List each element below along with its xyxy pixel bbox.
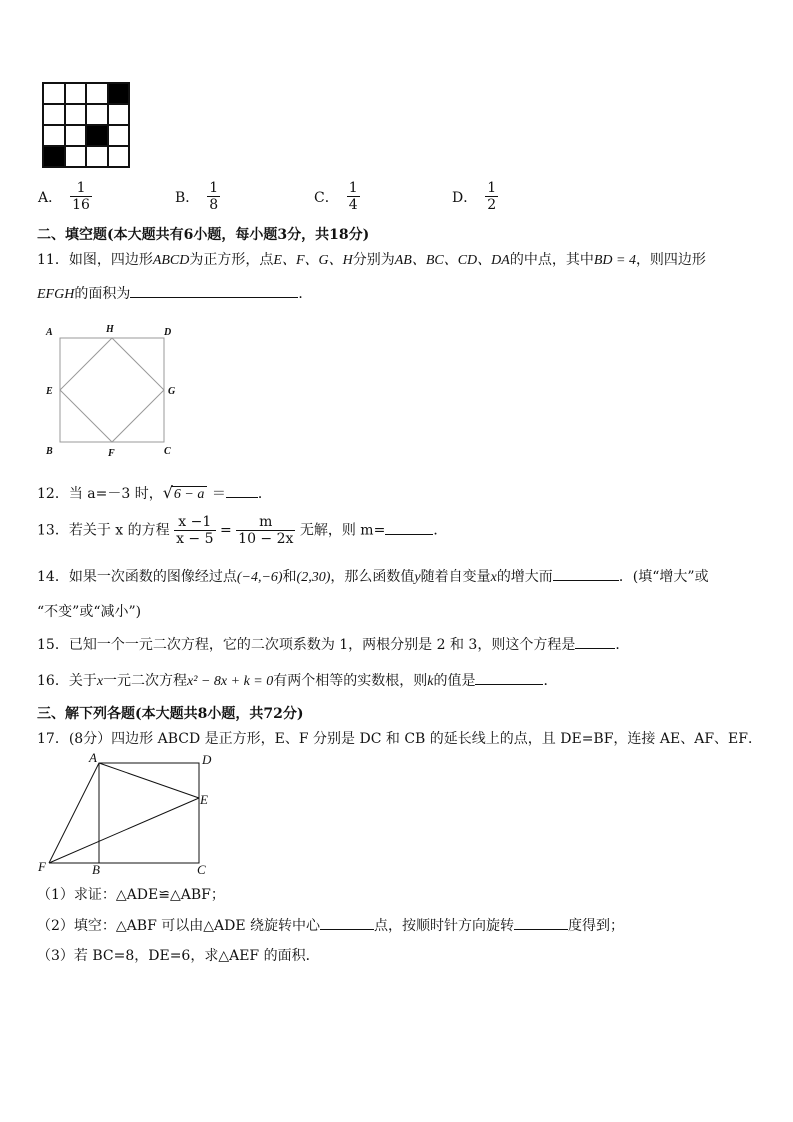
grid-cell (65, 104, 87, 125)
q15: 15．已知一个一元二次方程，它的二次项系数为 1，两根分别是 2 和 3，则这个方程是 ． (37, 634, 629, 654)
grid-cell (43, 83, 65, 104)
q17-part2: （2）填空：△ABF 可以由△ADE 绕旋转中心 点，按顺时针方向旋转 度得到； (37, 915, 624, 935)
q14-line2: “不变”或“减小”) (37, 604, 142, 620)
fig17-label-f: F (38, 859, 46, 874)
fig17-label-a: A (89, 750, 97, 765)
q17-blank-center (320, 915, 374, 930)
grid-cell (43, 125, 65, 146)
q17-part3: （3）若 BC=8，DE=6，求△AEF 的面积． (37, 948, 320, 964)
fig17-label-d: D (202, 752, 212, 767)
fig17-label-b: B (92, 862, 100, 877)
grid-cell (86, 146, 108, 167)
grid-cell (108, 83, 130, 104)
q17-figure (35, 750, 235, 878)
grid-cell (108, 146, 130, 167)
fig11-label-a: A (46, 327, 53, 338)
section3-title: 三、解下列各题(本大题共8小题，共72分) (37, 706, 304, 722)
grid-cell (86, 125, 108, 146)
grid-cell (43, 146, 65, 167)
q11-line2: EFGH的面积为 ． (37, 283, 312, 303)
fig11-label-g: G (168, 386, 176, 397)
option-b: B． $\frac{1}{8}$ (175, 180, 219, 213)
grid-cell (65, 83, 87, 104)
grid-cell (108, 125, 130, 146)
grid-cell (65, 125, 87, 146)
fig11-label-f: F (108, 448, 115, 459)
option-d: D． $\frac{1}{2}$ (452, 180, 497, 213)
fig17-label-e: E (200, 792, 208, 807)
q15-blank (575, 634, 615, 649)
q13: 13．若关于 x 的方程 $\frac{x -1}{x - 5}$ = $\frac{m}{10 - 2x}$ 无解，则 m= ． (37, 514, 448, 547)
grid-cell (108, 104, 130, 125)
grid-cell (86, 104, 108, 125)
fig11-label-h: H (106, 324, 114, 335)
grid-cell (43, 104, 65, 125)
grid-cell (86, 83, 108, 104)
fig11-label-e: E (46, 386, 53, 397)
grid-figure (42, 82, 130, 168)
q12-blank (226, 483, 258, 498)
q16-blank (475, 670, 543, 685)
grid-cell (65, 146, 87, 167)
q17-part1: （1）求证：△ADE≌△ABF； (37, 887, 225, 903)
q11-line1: 11．如图，四边形ABCD为正方形，点E、F、G、H分别为AB、BC、CD、DA的中点，其中BD = 4，则四边形 (37, 252, 706, 268)
q14-line1: 14．如果一次函数的图像经过点(−4,−6)和(2,30)，那么函数值y随着自变量x的增大而 ．(填“增大”或 (37, 566, 709, 586)
fig17-label-c: C (197, 862, 206, 877)
q12: 12．当 a=－3 时，√6 − a ＝ ． (37, 483, 272, 502)
q17-blank-angle (514, 915, 568, 930)
q13-blank (385, 520, 433, 535)
q14-blank (553, 566, 619, 581)
option-a: A． $\frac{1}{16}$ (38, 180, 90, 213)
q16: 16．关于x一元二次方程x² − 8x + k = 0有两个相等的实数根，则k的值是 ． (37, 670, 557, 690)
fig11-label-b: B (46, 446, 53, 457)
option-c: C． $\frac{1}{4}$ (314, 180, 358, 213)
q11-figure (42, 320, 182, 460)
q11-blank (130, 283, 298, 298)
q17-text: 17．(8分）四边形 ABCD 是正方形，E、F 分别是 DC 和 CB 的延长线上的点，且 DE=BF，连接 AE、AF、EF． (37, 731, 762, 747)
fig11-label-d: D (164, 327, 172, 338)
section2-title: 二、填空题(本大题共有6小题，每小题3分，共18分) (37, 227, 370, 243)
fig11-label-c: C (164, 446, 171, 457)
